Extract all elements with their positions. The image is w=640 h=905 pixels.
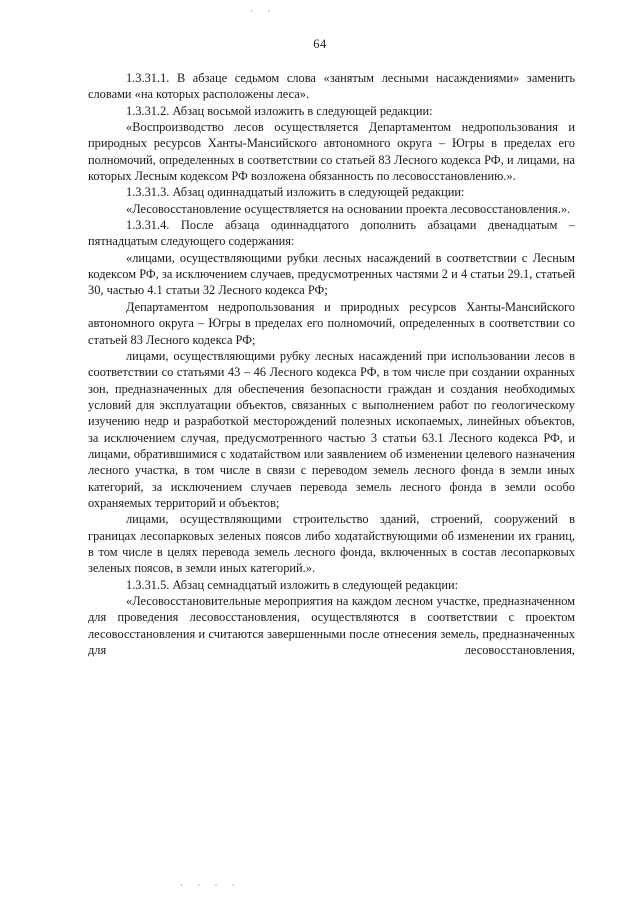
paragraph: «лицами, осуществляющими рубки лесных насаждений в соответствии с Лесным кодексом РФ, за исключением случаев, предусмотренных частями 2 и 4 статьи 29.1, статьей 30, частью 4.1 статьи 32 Лесного кодекса РФ; [88,250,575,298]
paragraph: «Лесовосстановительные мероприятия на каждом лесном участке, предназначенном для проведения лесовосстановления, осуществляются в соответствии с проектом лесовосстановления и считаются завершенными после отнесения земель, предназначенных для лесовосстановления, [88,594,575,658]
paragraph: 1.3.31.4. После абзаца одиннадцатого дополнить абзацами двенадцатым – пятнадцатым следующего содержания: [88,218,575,249]
scan-speckle-bottom: · · · · [180,880,241,890]
paragraph: «Лесовосстановление осуществляется на основании проекта лесовосстановления.». [126,201,571,216]
paragraph: Департаментом недропользования и природных ресурсов Ханты-Мансийского автономного округа – Югры в пределах его полномочий, определенных в соответствии со статьей 83 Лесного кодекса РФ; [88,299,575,347]
paragraph: 1.3.31.3. Абзац одиннадцатый изложить в следующей редакции: [126,185,465,200]
scan-speckle-top: · · [250,6,277,16]
paragraph: 1.3.31.5. Абзац семнадцатый изложить в следующей редакции: [126,577,459,592]
paragraph: лицами, осуществляющими строительство зданий, строений, сооружений в границах лесопарковых зеленых поясов либо ходатайствующими об изменении их границ, в том числе в целях перевода земель лесного фонда, включенных в состав лесопарковых зеленых поясов, в земли иных категорий.». [88,512,575,576]
page-number: 64 [313,37,327,51]
paragraph: «Воспроизводство лесов осуществляется Департаментом недропользования и природных ресурсов Ханты-Мансийского автономного округа – Югры в пределах его полномочий, определенных в соответствии со статьей 83 Лесного кодекса РФ, и лицами, на которых Лесным кодексом РФ возложена обязанность по лесовосстановлению.». [88,120,575,184]
paragraph: 1.3.31.1. В абзаце седьмом слова «занятым лесными насаждениями» заменить словами «на которых расположены леса». [88,71,575,102]
document-body [88,70,575,658]
paragraph: 1.3.31.2. Абзац восьмой изложить в следующей редакции: [126,103,433,118]
paragraph: лицами, осуществляющими рубку лесных насаждений при использовании лесов в соответствии со статьями 43 – 46 Лесного кодекса РФ, в том числе при создании охранных зон, предназначенных для обеспечения безопасности граждан и создания необходимых условий для эксплуатации объектов, связанных с выполнением работ по геологическому изучению недр и разработкой месторождений полезных ископаемых, линейных объектов, за исключением случая, предусмотренного частью 3 статьи 63.1 Лесного кодекса РФ, и лицами, обратившимися с ходатайством или заявлением об изменении целевого назначения лесного участка, в том числе в связи с переводом земель лесного фонда в земли иных категорий, за исключением случаев перевода земель лесного фонда в земли особо охраняемых территорий и объектов; [88,348,575,510]
